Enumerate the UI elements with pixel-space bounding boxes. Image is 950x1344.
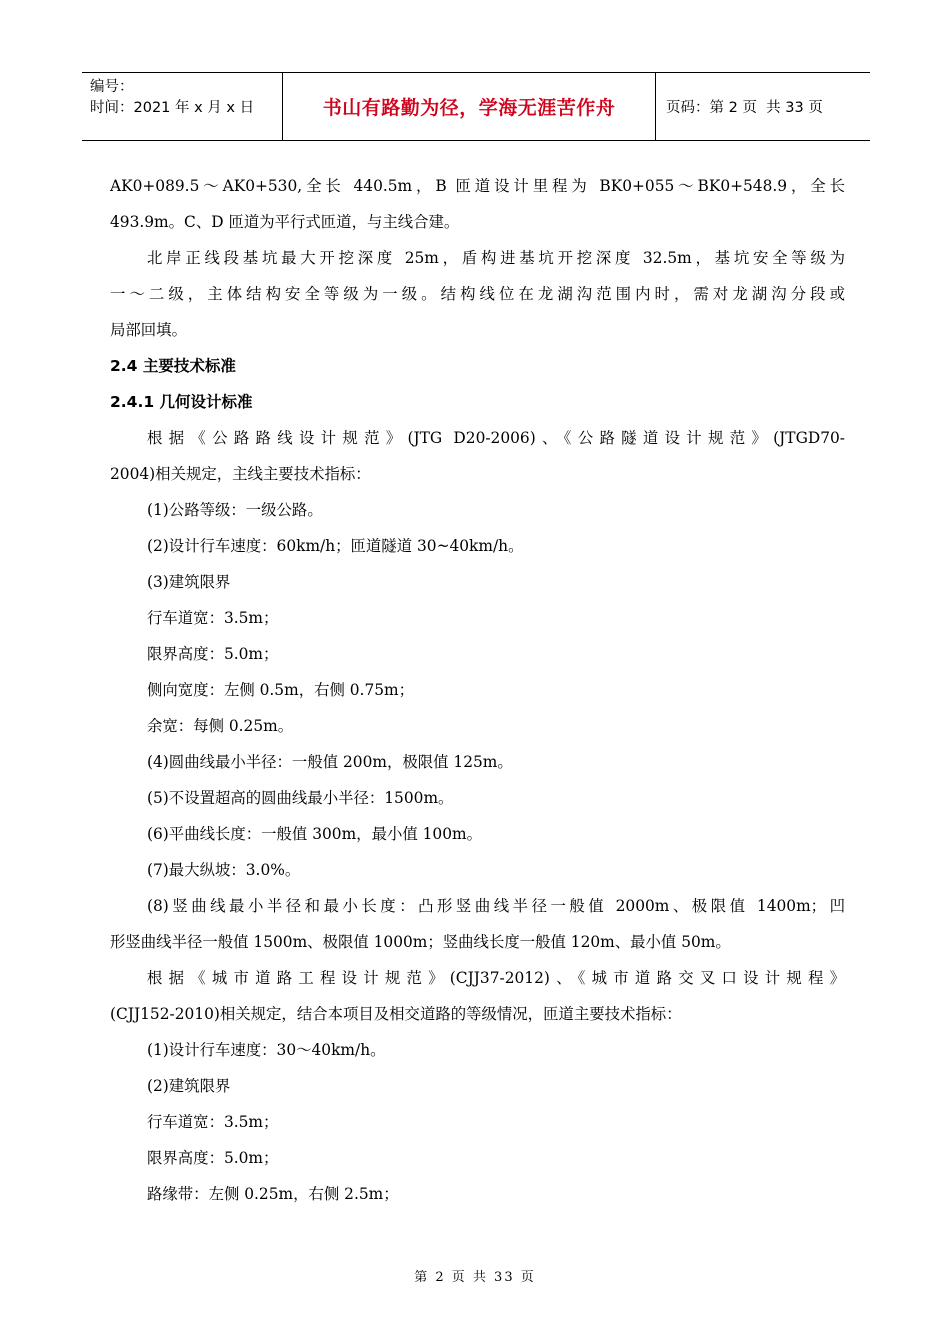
list-item: (2)建筑限界 bbox=[147, 1077, 231, 1095]
paragraph-line: (8)竖曲线最小半径和最小长度：凸形竖曲线半径一般值 2000m、极限值 1400m；凹 bbox=[147, 897, 845, 915]
header-motto: 书山有路勤为径，学海无涯苦作舟 bbox=[282, 73, 656, 140]
paragraph-line: 根据《城市道路工程设计规范》(CJJ37-2012)、《城市道路交叉口设计规程》 bbox=[147, 969, 845, 987]
list-item: (2)设计行车速度：60km/h；匝道隧道 30~40km/h。 bbox=[147, 537, 524, 555]
paragraph-line: 北岸正线段基坑最大开挖深度 25m，盾构进基坑开挖深度 32.5m，基坑安全等级为 bbox=[147, 249, 845, 267]
list-item: (7)最大纵坡：3.0%。 bbox=[147, 861, 301, 879]
document-time-label: 时间：2021 年 x 月 x 日 bbox=[90, 100, 255, 116]
list-item: (1)公路等级：一级公路。 bbox=[147, 501, 323, 519]
paragraph-line: (CJJ152-2010)相关规定，结合本项目及相交道路的等级情况，匝道主要技术指标： bbox=[110, 1005, 682, 1023]
header-page-info bbox=[656, 73, 870, 140]
list-item: (3)建筑限界 bbox=[147, 573, 231, 591]
list-item: 限界高度：5.0m； bbox=[147, 645, 279, 663]
subsection-heading: 2.4.1 几何设计标准 bbox=[110, 393, 253, 411]
list-item: (4)圆曲线最小半径：一般值 200m，极限值 125m。 bbox=[147, 753, 513, 771]
paragraph-line: 根据《公路路线设计规范》(JTG D20-2006)、《公路隧道设计规范》(JTGD70- bbox=[147, 429, 845, 447]
list-item: 余宽：每侧 0.25m。 bbox=[147, 717, 294, 735]
list-item: (5)不设置超高的圆曲线最小半径：1500m。 bbox=[147, 789, 454, 807]
section-heading: 2.4 主要技术标准 bbox=[110, 357, 236, 375]
page-header bbox=[82, 72, 870, 141]
list-item: 行车道宽：3.5m； bbox=[147, 1113, 279, 1131]
list-item: 限界高度：5.0m； bbox=[147, 1149, 279, 1167]
header-meta bbox=[82, 73, 282, 140]
list-item: (1)设计行车速度：30～40km/h。 bbox=[147, 1041, 386, 1059]
list-item: 路缘带：左侧 0.25m，右侧 2.5m； bbox=[147, 1185, 399, 1203]
paragraph-line: 2004)相关规定，主线主要技术指标： bbox=[110, 465, 371, 483]
paragraph-line: AK0+089.5～AK0+530,全长 440.5m，B 匝道设计里程为 BK0+055～BK0+548.9，全长 bbox=[110, 177, 845, 195]
paragraph-line: 一～二级，主体结构安全等级为一级。结构线位在龙湖沟范围内时，需对龙湖沟分段或 bbox=[110, 285, 845, 303]
document-number-label: 编号： bbox=[90, 79, 134, 95]
paragraph-line: 局部回填。 bbox=[110, 321, 187, 339]
paragraph-line: 493.9m。C、D 匝道为平行式匝道，与主线合建。 bbox=[110, 213, 460, 231]
list-item: (6)平曲线长度：一般值 300m，最小值 100m。 bbox=[147, 825, 482, 843]
list-item: 侧向宽度：左侧 0.5m，右侧 0.75m； bbox=[147, 681, 415, 699]
list-item: 行车道宽：3.5m； bbox=[147, 609, 279, 627]
paragraph-line: 形竖曲线半径一般值 1500m、极限值 1000m；竖曲线长度一般值 120m、最小值 50m。 bbox=[110, 933, 731, 951]
document-body bbox=[110, 168, 845, 1212]
page-footer: 第 2 页 共 33 页 bbox=[414, 1270, 536, 1285]
page-number-label: 页码：第 2 页 共 33 页 bbox=[666, 100, 823, 116]
